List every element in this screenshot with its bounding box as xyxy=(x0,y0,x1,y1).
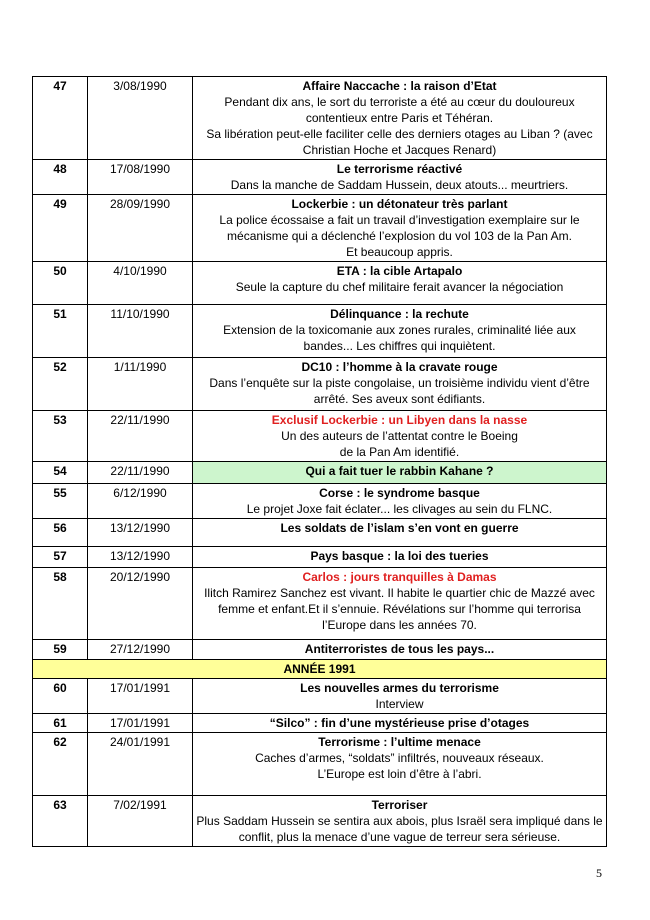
article-title: Exclusif Lockerbie : un Libyen dans la nasse xyxy=(271,413,528,427)
article-content xyxy=(193,160,607,195)
table-row xyxy=(33,262,607,305)
article-summary-line: mécanisme qui a déclenché l’explosion du vol 103 de la Pan Am. xyxy=(227,229,572,243)
articles-table xyxy=(32,76,607,847)
article-content xyxy=(193,262,607,305)
article-title: Carlos : jours tranquilles à Damas xyxy=(302,570,497,584)
table-row xyxy=(33,77,607,160)
table-row xyxy=(33,547,607,568)
table-row xyxy=(33,796,607,847)
article-summary-line: conflit, plus la menace d’une vague de terreur sera sérieuse. xyxy=(238,830,561,844)
article-date: 1/11/1990 xyxy=(88,358,193,411)
article-content xyxy=(193,305,607,358)
article-content xyxy=(193,640,607,660)
table-row xyxy=(33,714,607,733)
article-content xyxy=(193,484,607,519)
table-row xyxy=(33,358,607,411)
article-date: 3/08/1990 xyxy=(88,77,193,160)
table-row xyxy=(33,411,607,462)
article-title: Terroriser xyxy=(371,798,428,812)
table-row xyxy=(33,484,607,519)
article-title: Lockerbie : un détonateur très parlant xyxy=(291,197,508,211)
article-summary-line: Extension de la toxicomanie aux zones rurales, criminalité liée aux xyxy=(223,323,576,337)
table-row xyxy=(33,568,607,640)
article-date: 13/12/1990 xyxy=(88,519,193,547)
article-summary-line: Plus Saddam Hussein se sentira aux abois, plus Israël sera impliqué dans le xyxy=(196,814,603,828)
article-summary-line: Seule la capture du chef militaire ferait avancer la négociation xyxy=(235,280,564,294)
article-summary-line: Christian Hoche et Jacques Renard) xyxy=(302,143,497,157)
table-row xyxy=(33,462,607,484)
article-title: Le terrorisme réactivé xyxy=(336,162,463,176)
article-number: 61 xyxy=(33,714,88,733)
article-summary-line: La police écossaise a fait un travail d’investigation exemplaire sur le xyxy=(219,213,580,227)
article-summary-line: Pendant dix ans, le sort du terroriste a été au cœur du douloureux xyxy=(224,95,575,109)
article-number: 62 xyxy=(33,733,88,796)
article-date: 13/12/1990 xyxy=(88,547,193,568)
table-row xyxy=(33,195,607,262)
article-summary-line: Interview xyxy=(375,697,424,711)
article-date: 27/12/1990 xyxy=(88,640,193,660)
article-content xyxy=(193,714,607,733)
article-summary-line: Le projet Joxe fait éclater... les clivages au sein du FLNC. xyxy=(246,502,553,516)
table-row xyxy=(33,160,607,195)
article-number: 63 xyxy=(33,796,88,847)
article-number: 54 xyxy=(33,462,88,484)
article-summary-line: L’Europe est loin d’être à l’abri. xyxy=(317,767,482,781)
article-date: 22/11/1990 xyxy=(88,462,193,484)
article-date: 6/12/1990 xyxy=(88,484,193,519)
article-number: 52 xyxy=(33,358,88,411)
article-summary-line: arrêté. Ses aveux sont édifiants. xyxy=(313,392,486,406)
article-date: 11/10/1990 xyxy=(88,305,193,358)
article-number: 56 xyxy=(33,519,88,547)
article-content xyxy=(193,568,607,640)
article-title: Terrorisme : l’ultime menace xyxy=(318,735,481,749)
article-content xyxy=(193,547,607,568)
article-summary-line: Caches d’armes, “soldats” infiltrés, nouveaux réseaux. xyxy=(255,751,544,765)
article-summary-line: contentieux entre Paris et Téhéran. xyxy=(305,111,494,125)
article-title: Antiterroristes de tous les pays... xyxy=(304,642,495,656)
article-number: 55 xyxy=(33,484,88,519)
article-date: 24/01/1991 xyxy=(88,733,193,796)
article-content xyxy=(193,411,607,462)
article-summary-line: Dans la manche de Saddam Hussein, deux atouts... meurtriers. xyxy=(230,178,569,192)
article-summary-line: Sa libération peut-elle faciliter celle des derniers otages au Liban ? (avec xyxy=(206,127,593,141)
article-date: 17/08/1990 xyxy=(88,160,193,195)
article-content xyxy=(193,796,607,847)
article-summary-line: Et beaucoup appris. xyxy=(346,245,453,259)
article-summary-line: de la Pan Am identifié. xyxy=(339,445,460,459)
article-title: “Silco” : fin d’une mystérieuse prise d’otages xyxy=(269,716,530,730)
article-number: 51 xyxy=(33,305,88,358)
article-title: Qui a fait tuer le rabbin Kahane ? xyxy=(305,464,494,478)
article-content xyxy=(193,519,607,547)
article-content xyxy=(193,733,607,796)
article-date: 17/01/1991 xyxy=(88,679,193,714)
article-title: Les nouvelles armes du terrorisme xyxy=(300,681,499,695)
article-title: Délinquance : la rechute xyxy=(330,307,469,321)
article-content xyxy=(193,77,607,160)
table-row xyxy=(33,305,607,358)
article-date: 17/01/1991 xyxy=(88,714,193,733)
article-content xyxy=(193,358,607,411)
article-number: 50 xyxy=(33,262,88,305)
article-summary-line: Un des auteurs de l’attentat contre le Boeing xyxy=(281,429,518,443)
article-summary-line: femme et enfant.Et il s’ennuie. Révélations sur l’homme qui terrorisa xyxy=(218,602,581,616)
article-date: 22/11/1990 xyxy=(88,411,193,462)
article-date: 4/10/1990 xyxy=(88,262,193,305)
article-content xyxy=(193,462,607,484)
article-number: 58 xyxy=(33,568,88,640)
article-summary-line: l’Europe dans les années 70. xyxy=(322,618,477,632)
article-title: Pays basque : la loi des tueries xyxy=(310,549,489,563)
article-title: ETA : la cible Artapalo xyxy=(336,264,463,278)
article-content xyxy=(193,195,607,262)
article-title: Affaire Naccache : la raison d’Etat xyxy=(302,79,497,93)
year-header: ANNÉE 1991 xyxy=(33,660,607,679)
table-row xyxy=(33,519,607,547)
article-number: 59 xyxy=(33,640,88,660)
table-row xyxy=(33,679,607,714)
article-number: 57 xyxy=(33,547,88,568)
article-title: Les soldats de l’islam s’en vont en guerre xyxy=(280,521,519,535)
article-title: DC10 : l’homme à la cravate rouge xyxy=(301,360,498,374)
article-content xyxy=(193,679,607,714)
article-number: 48 xyxy=(33,160,88,195)
article-date: 7/02/1991 xyxy=(88,796,193,847)
table-row xyxy=(33,640,607,660)
article-number: 53 xyxy=(33,411,88,462)
article-summary-line: Ilitch Ramirez Sanchez est vivant. Il habite le quartier chic de Mazzé avec xyxy=(204,586,595,600)
article-number: 49 xyxy=(33,195,88,262)
article-number: 60 xyxy=(33,679,88,714)
article-number: 47 xyxy=(33,77,88,160)
article-summary-line: Dans l’enquête sur la piste congolaise, un troisième individu vient d’être xyxy=(209,376,590,390)
page-number: 5 xyxy=(596,866,602,880)
article-date: 28/09/1990 xyxy=(88,195,193,262)
article-date: 20/12/1990 xyxy=(88,568,193,640)
article-title: Corse : le syndrome basque xyxy=(319,486,480,500)
article-summary-line: bandes... Les chiffres qui inquiètent. xyxy=(303,339,496,353)
table-row xyxy=(33,733,607,796)
year-header-row xyxy=(33,660,607,679)
table-body xyxy=(33,77,607,847)
